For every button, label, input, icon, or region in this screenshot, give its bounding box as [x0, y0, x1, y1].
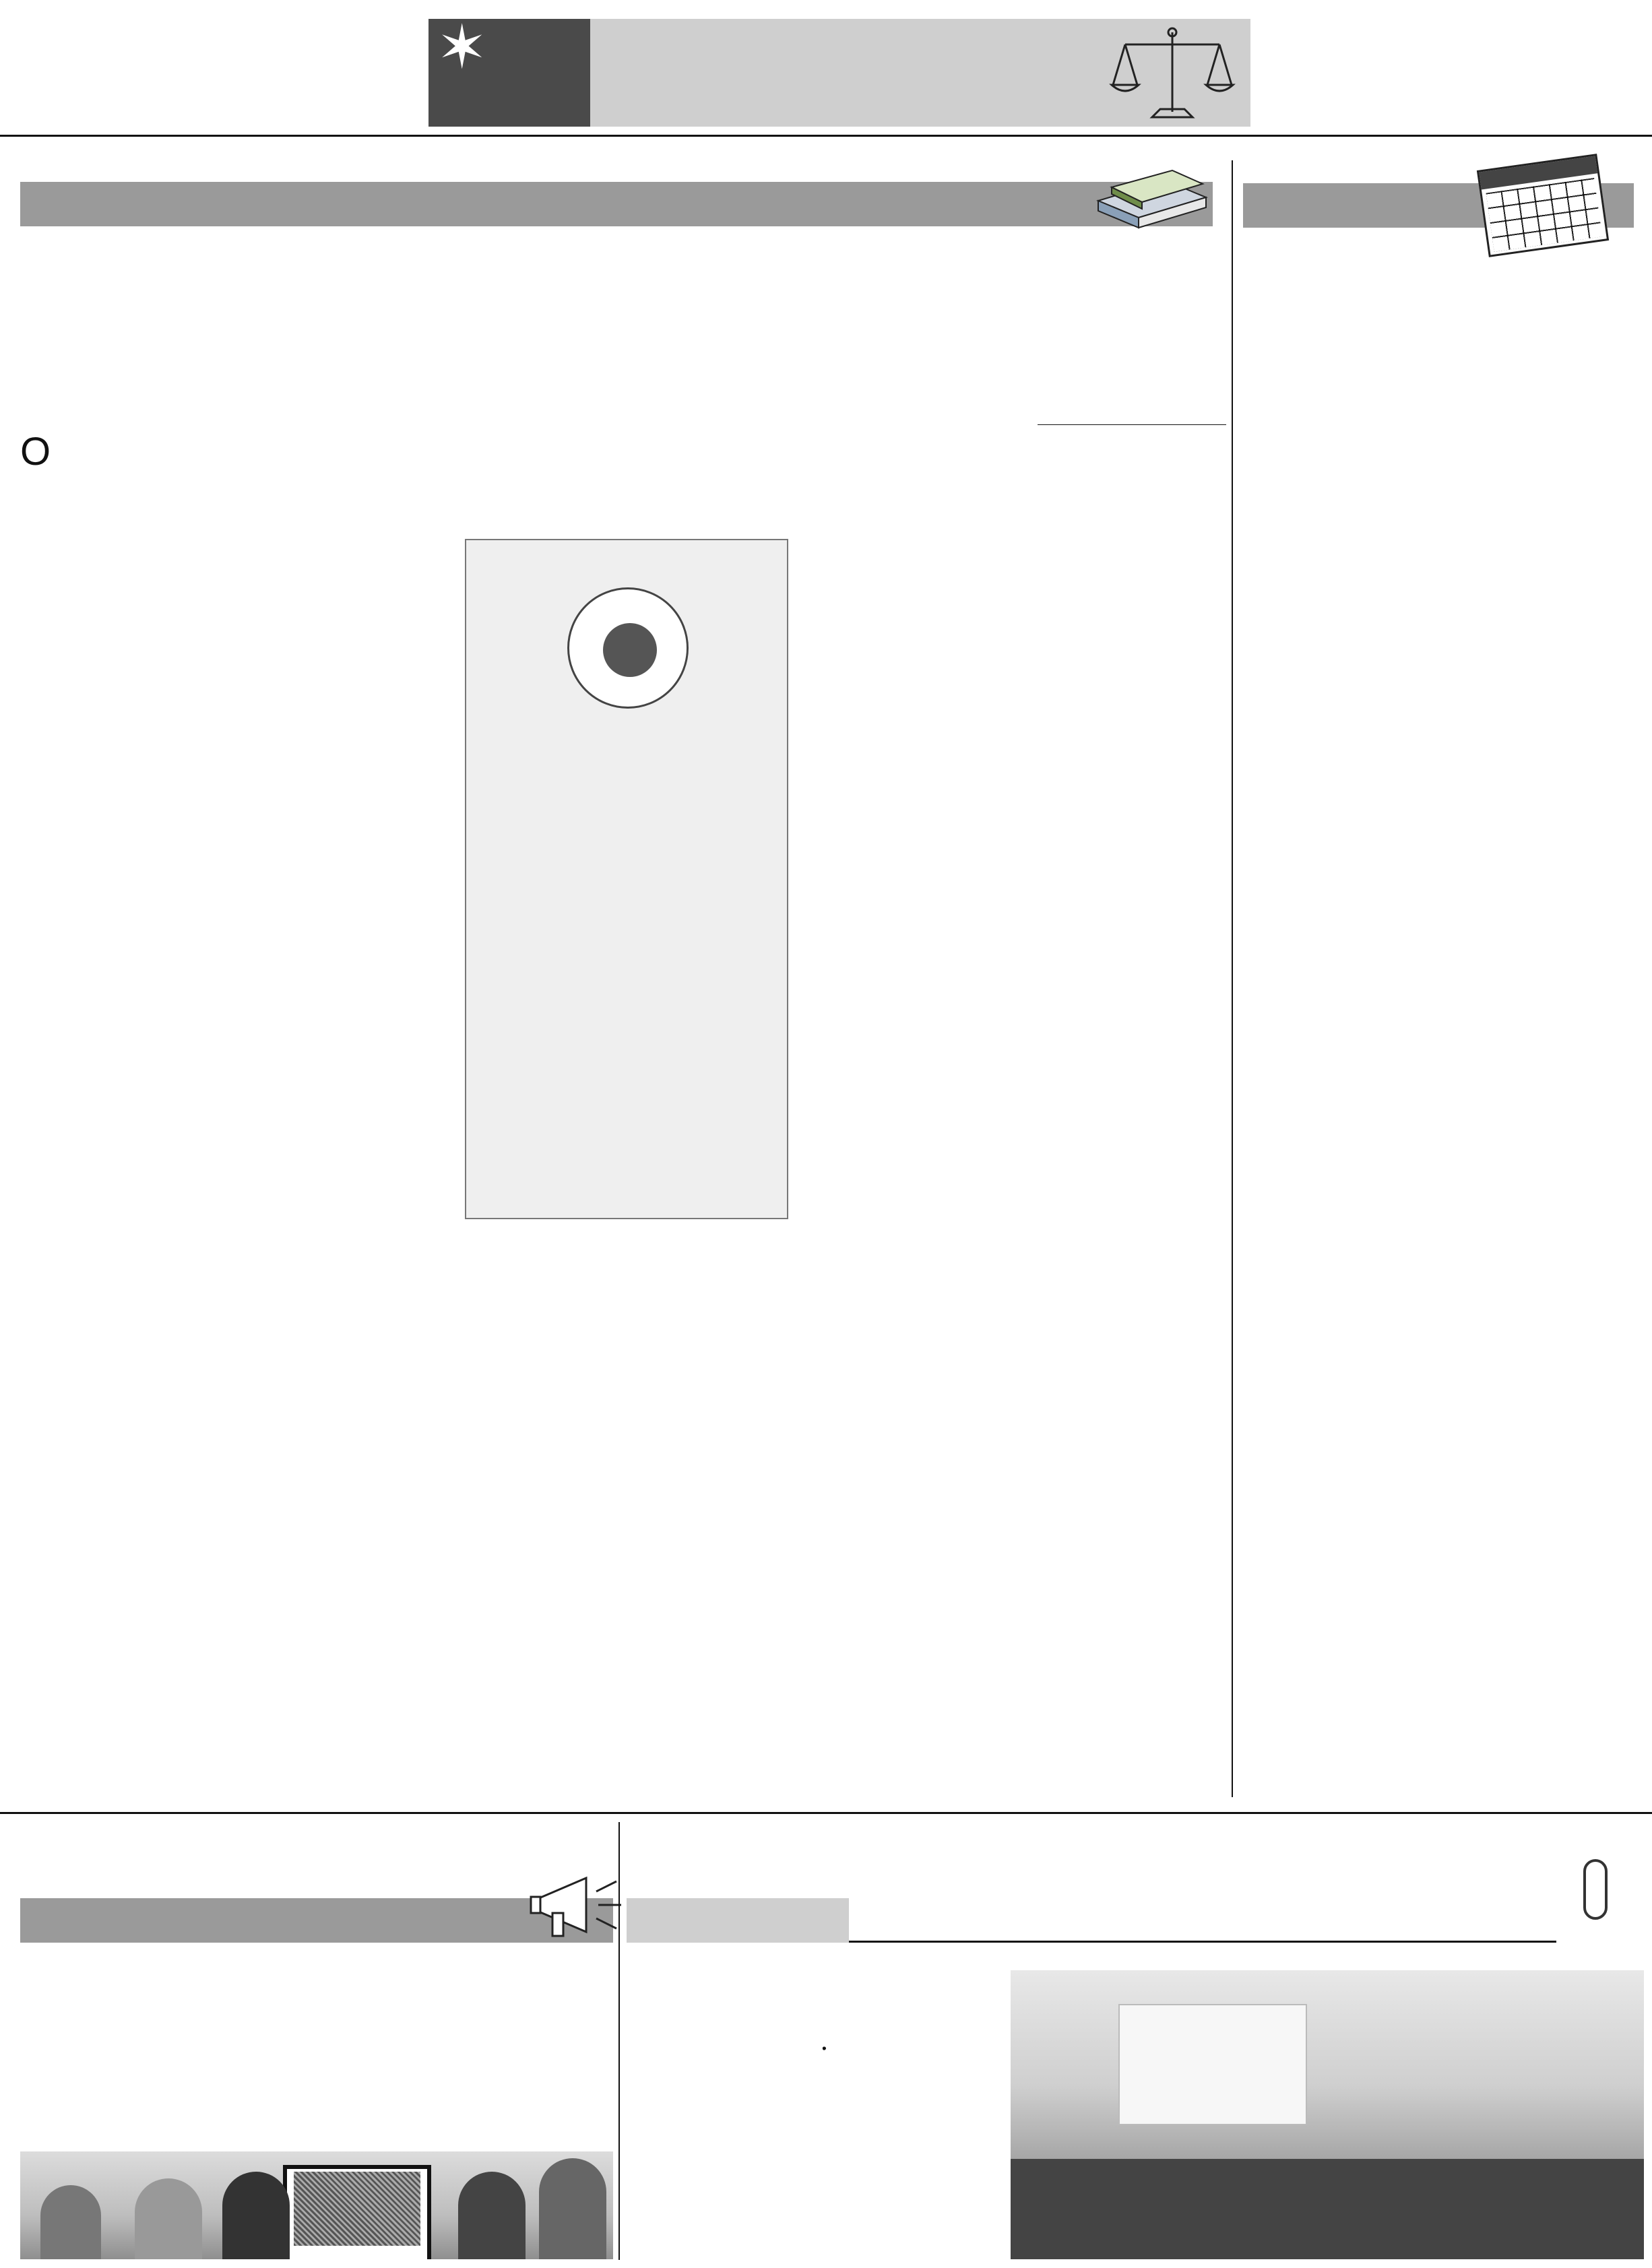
article-col-3b [428, 1235, 616, 1786]
event-col-1 [630, 2040, 812, 2259]
lawweek-list [1243, 256, 1634, 1792]
article-col-4b [633, 1235, 822, 1786]
calendar-icon [1477, 154, 1609, 257]
article-col-2 [222, 418, 411, 1786]
photo-frame [283, 2165, 431, 2259]
person-2 [135, 2178, 202, 2259]
paperclip-icon [1583, 1859, 1608, 1920]
masthead-rule [0, 135, 1652, 137]
article-col-3 [428, 418, 616, 525]
campaign-photo [20, 2151, 613, 2259]
article-col-6 [1038, 418, 1226, 1428]
megaphone-icon [526, 1865, 627, 1945]
emblem-map [603, 623, 657, 677]
divider-vertical-bottom [618, 1822, 620, 2260]
divider-vertical-top [1232, 160, 1233, 1797]
article-col-4 [633, 418, 822, 525]
divider-horizontal [0, 1812, 1652, 1814]
masthead [0, 0, 1652, 135]
projector-screen [1118, 2004, 1307, 2125]
reviewing-band [20, 182, 1213, 226]
calendar-grid [1486, 178, 1603, 252]
article-col-1 [20, 435, 203, 1786]
emblem-seal [567, 587, 689, 709]
event-band-bg [627, 1898, 849, 1943]
person-4 [458, 2172, 526, 2259]
article-col-5 [834, 418, 1023, 1786]
person-5 [539, 2158, 606, 2259]
bio-rule [1038, 424, 1226, 425]
meeting-table [1011, 2159, 1644, 2259]
campaign-band [20, 1898, 613, 1943]
books-icon [1085, 160, 1219, 234]
constitution-cover [465, 539, 788, 1219]
event-photo [1011, 1970, 1644, 2259]
star-icon: ✶ [437, 14, 488, 82]
person-1 [40, 2185, 101, 2259]
photo-faces-mosaic [294, 2172, 420, 2246]
event-col-2 [821, 2040, 1003, 2259]
scales-icon [1105, 24, 1240, 125]
event-band [627, 1898, 1556, 1943]
drop-cap: O [20, 435, 51, 474]
person-3 [222, 2172, 290, 2259]
